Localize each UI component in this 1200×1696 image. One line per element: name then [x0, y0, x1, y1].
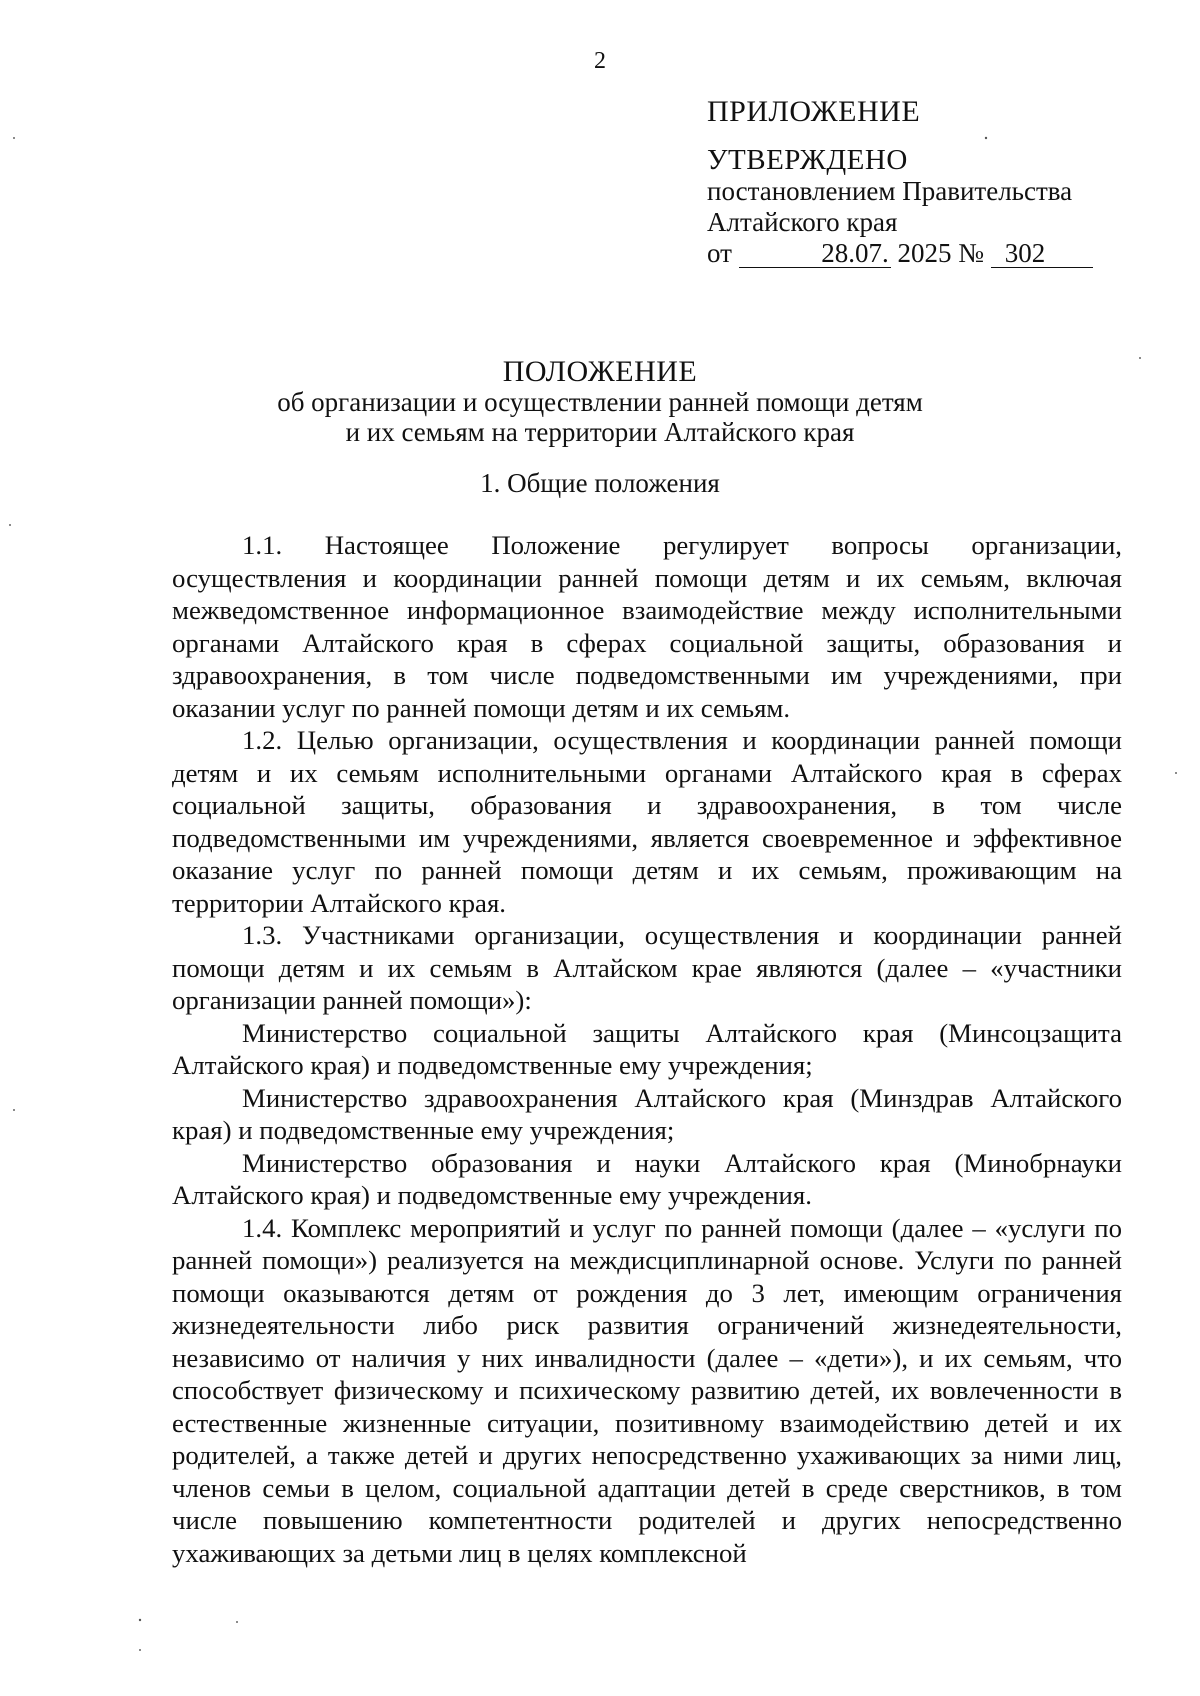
approved-label: УТВЕРЖДЕНО [707, 144, 908, 176]
resolution-number: 302 [991, 240, 1093, 268]
resolution-date-number-line [707, 238, 1167, 269]
section-heading: 1. Общие положения [480, 468, 720, 498]
participant-minobrnauki: Министерство образования и науки Алтайского края (Минобрнауки Алтайского края) и подведомственные ему учреждения. [172, 1147, 1122, 1210]
page-number: 2 [594, 48, 606, 74]
body-text [172, 529, 1122, 1569]
number-sign: № [958, 238, 984, 268]
approved-by-line-1: постановлением Правительства [707, 176, 1073, 206]
paragraph-1-2: 1.2. Целью организации, осуществления и координации ранней помощи детям и их семьям исполнительными органами Алтайского края в сферах социальной защиты, образования и здравоохранения, в том числе подведомственными им учреждениями, является своевременное и эффективное оказание услуг по ранней помощи детям и их семьям, проживающим на территории Алтайского края. [172, 725, 1122, 918]
from-label: от [707, 238, 732, 268]
paragraph-1-3: 1.3. Участниками организации, осуществления и координации ранней помощи детям и их семьям в Алтайском крае являются (далее – «участники организации ранней помощи»): [172, 920, 1122, 1015]
resolution-year: 2025 [897, 238, 952, 268]
title-subtitle-line-1: об организации и осуществлении ранней помощи детям [277, 387, 923, 417]
paragraph-1-4: 1.4. Комплекс мероприятий и услуг по ранней помощи (далее – «услуги по ранней помощи») реализуется на междисциплинарной основе. Услуги по ранней помощи оказываются детям от рождения до 3 лет, имеющим ограничения жизнедеятельности либо риск развития ограничений жизнедеятельности, независимо от наличия у них инвалидности (далее – «дети»), и их семьям, что способствует физическому и психическому развитию детей, их вовлеченности в естественные жизненные ситуации, позитивному взаимодействию детей и их родителей, а также детей и других непосредственно ухаживающих за ними лиц, членов семьи в целом, социальной адаптации детей в среде сверстников, в том числе повышению компетентности родителей и других непосредственно ухаживающих за детьми лиц в целях комплексной [172, 1212, 1122, 1568]
paragraph-1-1: 1.1. Настоящее Положение регулирует вопросы организации, осуществления и координации ранней помощи детям и их семьям, включая межведомственное информационное взаимодействие между исполнительными органами Алтайского края в сферах социальной защиты, образования и здравоохранения, в том числе подведомственными им учреждениями, при оказании услуг по ранней помощи детям и их семьям. [172, 530, 1122, 723]
participant-minzdrav: Министерство здравоохранения Алтайского края (Минздрав Алтайского края) и подведомственные ему учреждения; [172, 1082, 1122, 1145]
title-main: ПОЛОЖЕНИЕ [502, 355, 698, 388]
participant-minsoczashchita: Министерство социальной защиты Алтайского края (Минсоцзащита Алтайского края) и подведомственные ему учреждения; [172, 1017, 1122, 1080]
title-subtitle-line-2: и их семьям на территории Алтайского края [345, 417, 855, 447]
approval-block [707, 96, 1167, 269]
resolution-date: 28.07. [739, 240, 891, 268]
document-title [0, 357, 1200, 447]
attachment-label: ПРИЛОЖЕНИЕ [707, 95, 921, 128]
approved-by-line-2: Алтайского края [707, 207, 898, 237]
